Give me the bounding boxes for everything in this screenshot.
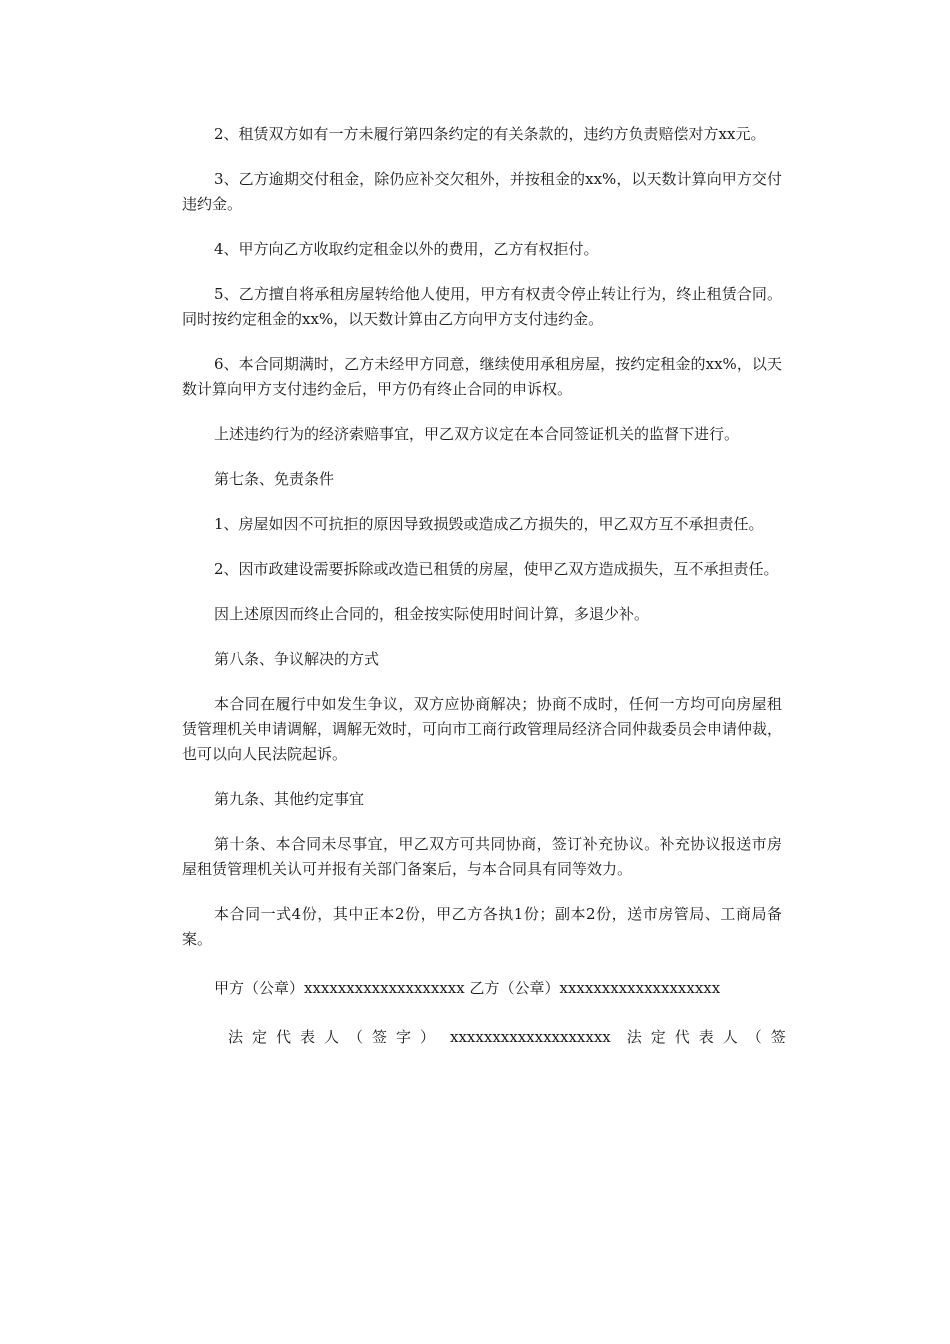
party-b-representative-label: 法定代表人（签 xyxy=(626,1028,795,1046)
copies-paragraph: 本合同一式4份，其中正本2份，甲乙方各执1份；副本2份，送市房管局、工商局备案。 xyxy=(182,905,782,948)
breach-claims-paragraph: 上述违约行为的经济索赔事宜，甲乙双方议定在本合同签证机关的监督下进行。 xyxy=(214,425,740,443)
rent-settlement-paragraph: 因上述原因而终止合同的，租金按实际使用时间计算，多退少补。 xyxy=(214,605,650,623)
signature-seal-line: 甲方（公章）xxxxxxxxxxxxxxxxxxx 乙方（公章）xxxxxxxxxxxxxxxxxxx xyxy=(214,979,721,997)
clause-3-paragraph: 3、乙方逾期交付租金，除仍应补交欠租外，并按租金的xx%，以天数计算向甲方交付违约金。 xyxy=(182,170,782,213)
clause-5-paragraph: 5、乙方擅自将承租房屋转给他人使用，甲方有权责令停止转让行为，终止租赁合同。同时按约定租金的xx%，以天数计算由乙方向甲方支付违约金。 xyxy=(182,285,782,328)
contract-body xyxy=(182,122,795,1050)
clause-2-paragraph: 2、租赁双方如有一方未履行第四条约定的有关条款的，违约方负责赔偿对方xx元。 xyxy=(214,125,766,143)
dispute-resolution-paragraph: 本合同在履行中如发生争议，双方应协商解决；协商不成时，任何一方均可向房屋租赁管理机关申请调解，调解无效时，可向市工商行政管理局经济合同仲裁委员会申请仲裁，也可以向人民法院起诉。 xyxy=(182,695,783,763)
party-a-representative-value: xxxxxxxxxxxxxxxxxxx xyxy=(450,1028,611,1046)
article-10-paragraph: 第十条、本合同未尽事宜，甲乙双方可共同协商，签订补充协议。补充协议报送市房屋租赁管理机关认可并报有关部门备案后，与本合同具有同等效力。 xyxy=(182,835,782,878)
clause-4-paragraph: 4、甲方向乙方收取约定租金以外的费用，乙方有权拒付。 xyxy=(214,240,599,258)
article-9-heading: 第九条、其他约定事宜 xyxy=(214,790,365,808)
signature-representative-line xyxy=(182,1025,795,1050)
exemption-2-paragraph: 2、因市政建设需要拆除或改造已租赁的房屋，使甲乙双方造成损失，互不承担责任。 xyxy=(214,560,779,578)
exemption-1-paragraph: 1、房屋如因不可抗拒的原因导致损毁或造成乙方损失的，甲乙双方互不承担责任。 xyxy=(214,515,764,533)
clause-6-paragraph: 6、本合同期满时，乙方未经甲方同意，继续使用承租房屋，按约定租金的xx%，以天数计算向甲方支付违约金后，甲方仍有终止合同的申诉权。 xyxy=(182,355,782,398)
party-a-representative-label: 法定代表人（签字） xyxy=(228,1028,445,1046)
article-8-heading: 第八条、争议解决的方式 xyxy=(214,650,380,668)
article-7-heading: 第七条、免责条件 xyxy=(214,470,335,488)
